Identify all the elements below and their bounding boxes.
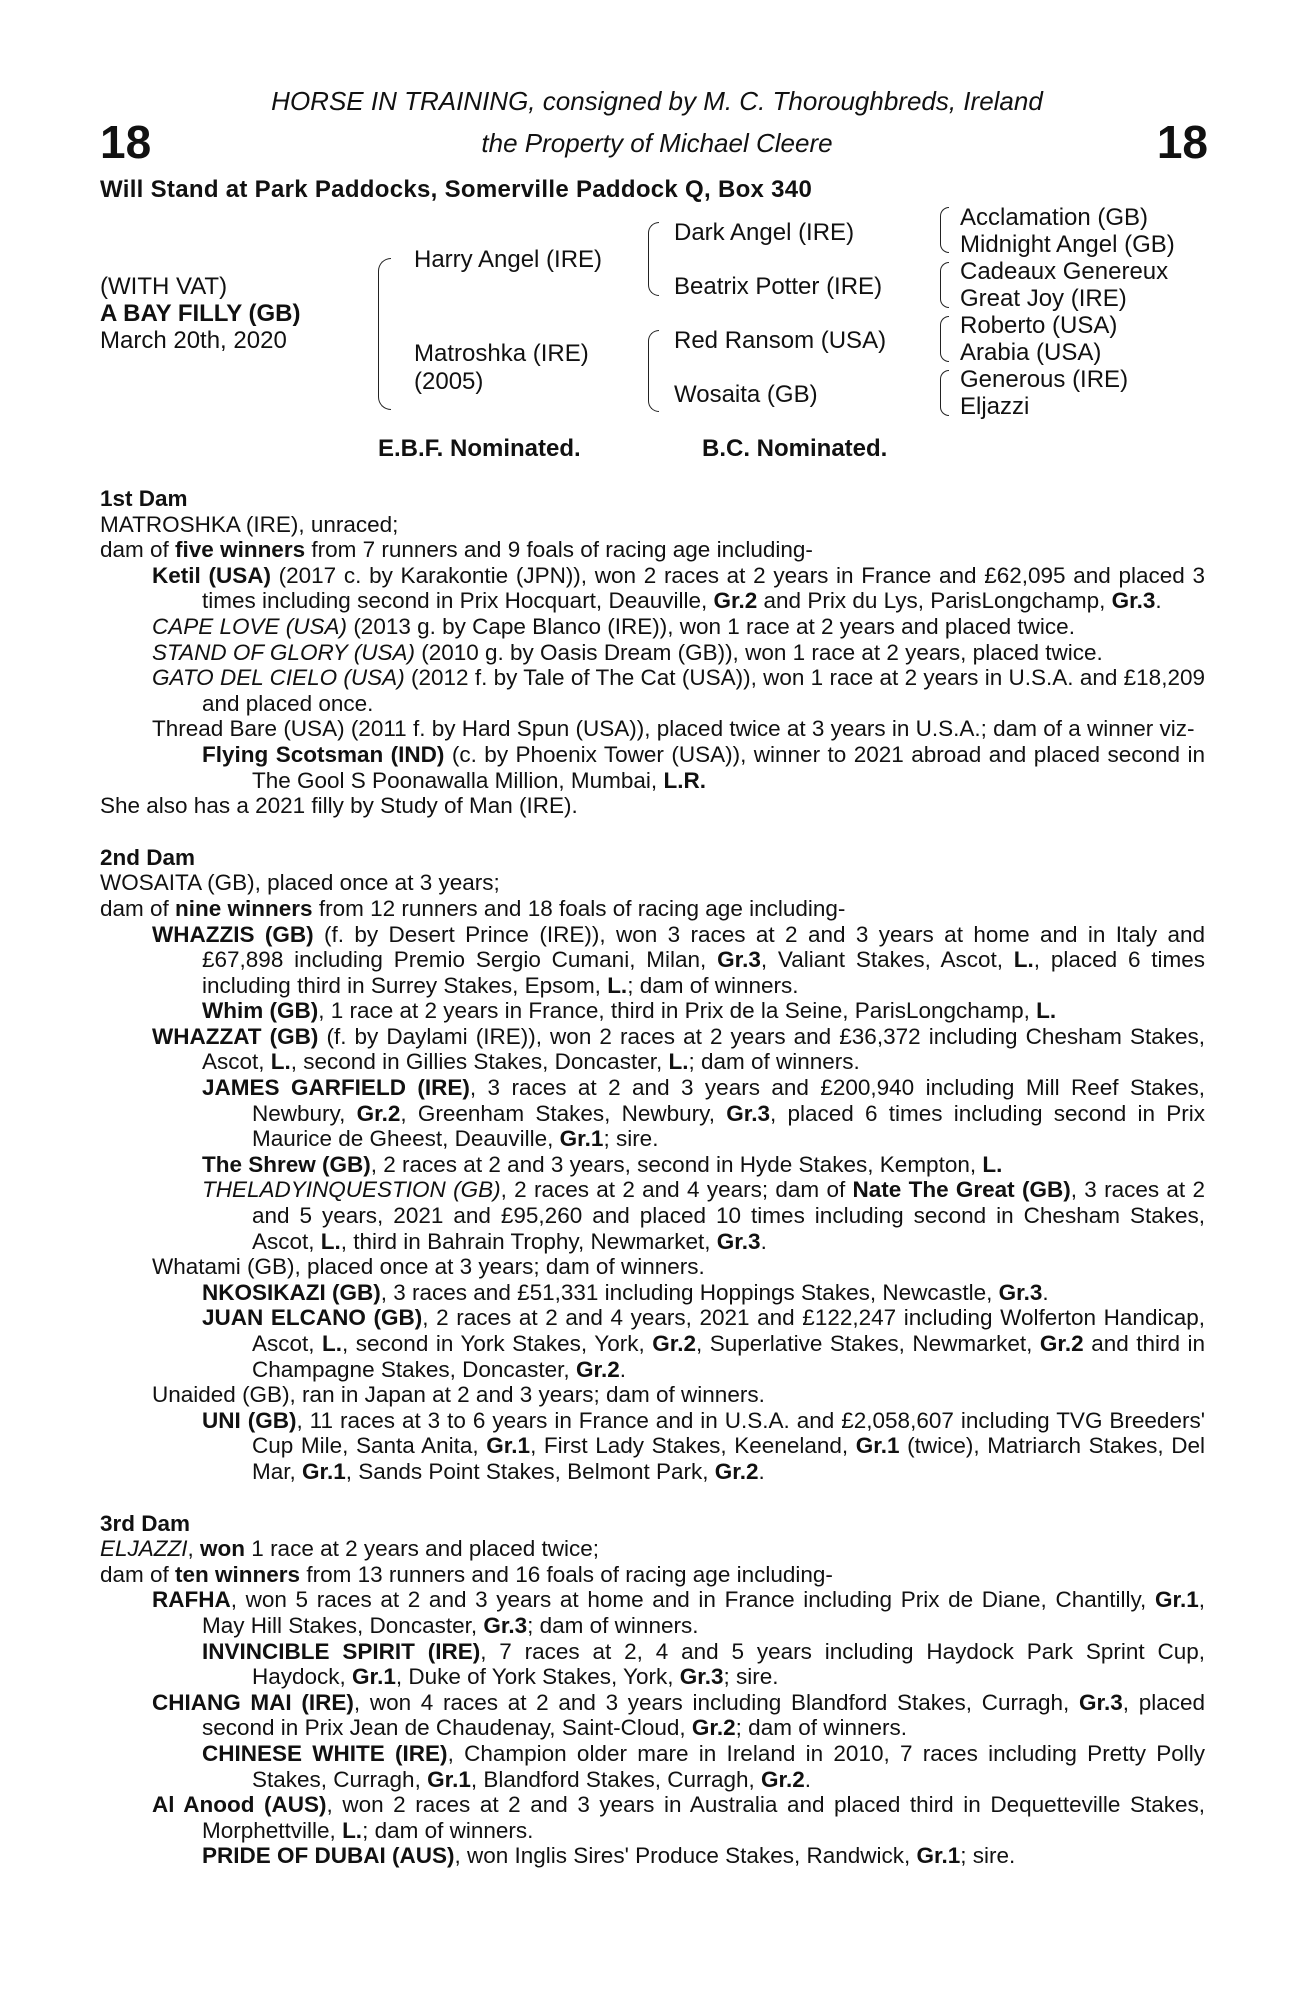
pedigree-bracket-g3-1 xyxy=(940,207,949,253)
g3-ancestor-3: Cadeaux Genereux xyxy=(960,258,1169,285)
second-dam-summary: dam of nine winners from 12 runners and 18 foals of racing age including- xyxy=(100,895,846,921)
produce-entry-nkosikazi: NKOSIKAZI (GB), 3 races and £51,331 including Hoppings Stakes, Newcastle, Gr.3. xyxy=(202,1279,1049,1305)
pedigree-bracket-g3-3 xyxy=(940,316,949,362)
produce-entry-juan-elcano: JUAN ELCANO (GB), 2 races at 2 and 4 years, 2021 and £122,247 including Wolferton Handicap, Ascot, L., second in York Stakes, York, Gr.2, Superlative Stakes, Newmarket, Gr.2 and third in Champagne Stakes, Doncaster, Gr.2. xyxy=(202,1305,1206,1382)
pedigree-bracket-g3-2 xyxy=(940,262,949,308)
produce-entry-unaided: Unaided (GB), ran in Japan at 2 and 3 years; dam of winners. xyxy=(152,1382,765,1408)
produce-entry-chiang-mai: CHIANG MAI (IRE), won 4 races at 2 and 3 years including Blandford Stakes, Curragh, Gr.3, placed second in Prix Jean de Chaudenay, Saint-Cloud, Gr.2; dam of winners. xyxy=(152,1689,1205,1741)
third-dam-intro: ELJAZZI, won 1 race at 2 years and placed twice; xyxy=(100,1536,599,1562)
third-dam-summary: dam of ten winners from 13 runners and 16 foals of racing age including- xyxy=(100,1561,833,1587)
dam-name: Matroshka (IRE) xyxy=(414,340,589,367)
lot-number-right: 18 xyxy=(1156,116,1208,168)
lot-number-left: 18 xyxy=(100,116,152,168)
g3-ancestor-8: Eljazzi xyxy=(960,393,1030,420)
foaling-date: March 20th, 2020 xyxy=(100,327,287,354)
second-dam-intro: WOSAITA (GB), placed once at 3 years; xyxy=(100,870,500,896)
grandsire-maternal: Red Ransom (USA) xyxy=(674,327,887,354)
grandsire-paternal: Dark Angel (IRE) xyxy=(674,219,855,246)
vat-note: (WITH VAT) xyxy=(100,273,228,300)
produce-entry-ketil: Ketil (USA) (2017 c. by Karakontie (JPN)), won 2 races at 2 years in France and £62,095 and placed 3 times including second in Prix Hocquart, Deauville, Gr.2 and Prix du Lys, ParisLongchamp, Gr.3. xyxy=(152,562,1205,614)
g3-ancestor-7: Generous (IRE) xyxy=(960,366,1129,393)
g3-ancestor-1: Acclamation (GB) xyxy=(960,204,1149,231)
consignor-line: HORSE IN TRAINING, consigned by M. C. Thoroughbreds, Ireland xyxy=(271,86,1043,116)
granddam-maternal: Wosaita (GB) xyxy=(674,381,818,408)
pedigree-bracket-g3-4 xyxy=(940,370,949,416)
produce-entry-cape-love: CAPE LOVE (USA) (2013 g. by Cape Blanco (IRE)), won 1 race at 2 years and placed twice. xyxy=(152,613,1075,639)
sire-name: Harry Angel (IRE) xyxy=(414,246,603,273)
pedigree-bracket-dam xyxy=(648,330,659,412)
produce-entry-flying-scotsman: Flying Scotsman (IND) (c. by Phoenix Tower (USA)), winner to 2021 abroad and placed second in The Gool S Poonawalla Million, Mumbai, L.R. xyxy=(202,741,1205,793)
produce-entry-whatami: Whatami (GB), placed once at 3 years; dam of winners. xyxy=(152,1254,705,1280)
pedigree-bracket-main xyxy=(378,258,391,410)
produce-entry-al-anood: Al Anood (AUS), won 2 races at 2 and 3 years in Australia and placed third in Dequetteville Stakes, Morphettville, L.; dam of winners. xyxy=(152,1792,1205,1843)
first-dam-intro: MATROSHKA (IRE), unraced; xyxy=(100,511,399,537)
first-dam-heading: 1st Dam xyxy=(100,486,188,511)
first-dam-summary: dam of five winners from 7 runners and 9 foals of racing age including- xyxy=(100,537,813,563)
produce-entry-the-shrew: The Shrew (GB), 2 races at 2 and 3 years, second in Hyde Stakes, Kempton, L. xyxy=(202,1151,1003,1177)
bc-nomination: B.C. Nominated. xyxy=(702,435,888,462)
produce-entry-pride-of-dubai: PRIDE OF DUBAI (AUS), won Inglis Sires' Produce Stakes, Randwick, Gr.1; sire. xyxy=(202,1843,1016,1869)
stand-location: Will Stand at Park Paddocks, Somerville Paddock Q, Box 340 xyxy=(100,176,813,203)
g3-ancestor-2: Midnight Angel (GB) xyxy=(960,231,1175,258)
second-dam-heading: 2nd Dam xyxy=(100,844,196,870)
g3-ancestor-5: Roberto (USA) xyxy=(960,312,1118,339)
pedigree-bracket-sire xyxy=(648,222,659,296)
produce-entry-gato-del-cielo: GATO DEL CIELO (USA) (2012 f. by Tale of The Cat (USA)), won 1 race at 2 years in U.S.A. and £18,209 and placed once. xyxy=(152,665,1205,716)
horse-name: A BAY FILLY (GB) xyxy=(100,300,301,327)
produce-entry-whazzis: WHAZZIS (GB) (f. by Desert Prince (IRE)), won 3 races at 2 and 3 years at home and in Italy and £67,898 including Premio Sergio Cumani, Milan, Gr.3, Valiant Stakes, Ascot, L., placed 6 times including third in Surrey Stakes, Epsom, L.; dam of winners. xyxy=(152,921,1206,998)
produce-entry-invincible-spirit: INVINCIBLE SPIRIT (IRE), 7 races at 2, 4 and 5 years including Haydock Park Sprint Cup, Haydock, Gr.1, Duke of York Stakes, York, Gr.3; sire. xyxy=(202,1638,1205,1690)
first-dam-closing: She also has a 2021 filly by Study of Man (IRE). xyxy=(100,793,578,819)
g3-ancestor-4: Great Joy (IRE) xyxy=(960,285,1127,312)
granddam-paternal: Beatrix Potter (IRE) xyxy=(674,273,883,300)
third-dam-heading: 3rd Dam xyxy=(100,1510,191,1536)
produce-entry-chinese-white: CHINESE WHITE (IRE), Champion older mare in Ireland in 2010, 7 races including Pretty Polly Stakes, Curragh, Gr.1, Blandford Stakes, Curragh, Gr.2. xyxy=(202,1740,1205,1792)
produce-entry-thread-bare: Thread Bare (USA) (2011 f. by Hard Spun (USA)), placed twice at 3 years in U.S.A.; dam of a winner viz- xyxy=(152,716,1195,742)
property-line: the Property of Michael Cleere xyxy=(481,128,833,158)
produce-entry-stand-of-glory: STAND OF GLORY (USA) (2010 g. by Oasis Dream (GB)), won 1 race at 2 years, placed twice. xyxy=(152,639,1103,665)
produce-entry-theladyinquestion: THELADYINQUESTION (GB), 2 races at 2 and 4 years; dam of Nate The Great (GB), 3 races at 2 and 5 years, 2021 and £95,260 and placed 10 times including second in Chesham Stakes, Ascot, L., third in Bahrain Trophy, Newmarket, Gr.3. xyxy=(202,1177,1205,1254)
produce-record xyxy=(100,486,1205,1869)
produce-entry-uni: UNI (GB), 11 races at 3 to 6 years in France and in U.S.A. and £2,058,607 including TVG Breeders' Cup Mile, Santa Anita, Gr.1, First Lady Stakes, Keeneland, Gr.1 (twice), Matriarch Stakes, Del Mar, Gr.1, Sands Point Stakes, Belmont Park, Gr.2. xyxy=(202,1407,1205,1484)
dam-year: (2005) xyxy=(414,368,484,395)
g3-ancestor-6: Arabia (USA) xyxy=(960,339,1102,366)
ebf-nomination: E.B.F. Nominated. xyxy=(378,435,581,462)
produce-entry-james-garfield: JAMES GARFIELD (IRE), 3 races at 2 and 3 years and £200,940 including Mill Reef Stakes, Newbury, Gr.2, Greenham Stakes, Newbury, Gr.3, placed 6 times including second in Prix Maurice de Gheest, Deauville, Gr.1; sire. xyxy=(202,1075,1205,1152)
produce-entry-whim: Whim (GB), 1 race at 2 years in France, third in Prix de la Seine, ParisLongchamp, L. xyxy=(202,998,1057,1024)
produce-entry-rafha: RAFHA, won 5 races at 2 and 3 years at home and in France including Prix de Diane, Chantilly, Gr.1, May Hill Stakes, Doncaster, Gr.3; dam of winners. xyxy=(152,1587,1205,1638)
produce-entry-whazzat: WHAZZAT (GB) (f. by Daylami (IRE)), won 2 races at 2 years and £36,372 including Chesham Stakes, Ascot, L., second in Gillies Stakes, Doncaster, L.; dam of winners. xyxy=(152,1023,1206,1075)
